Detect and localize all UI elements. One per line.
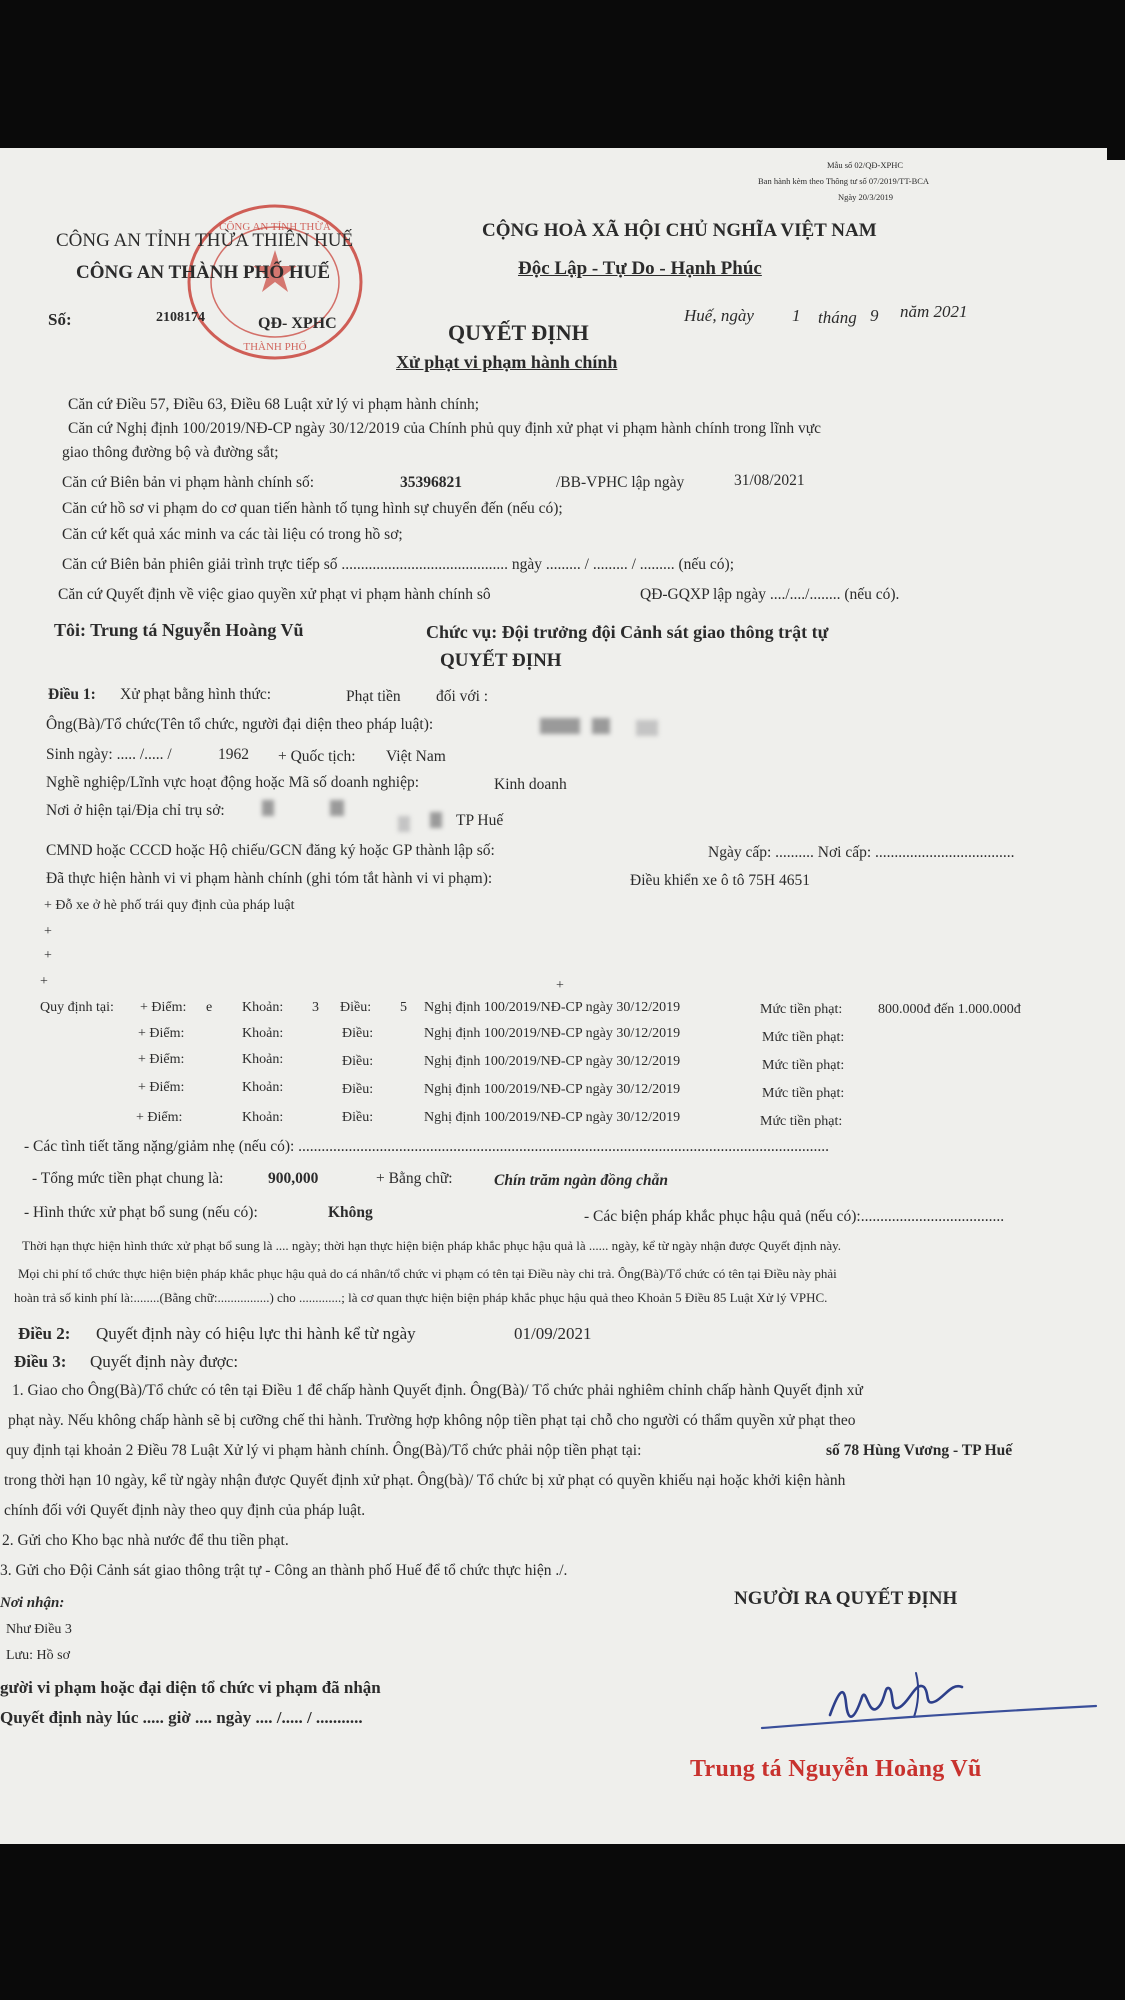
recipients-label: Nơi nhận: <box>0 1595 65 1611</box>
reg-clause-label: Khoản: <box>242 1080 284 1095</box>
basis-line-4: Căn cứ Biên bản vi phạm hành chính số: <box>62 474 315 491</box>
agency-name: CÔNG AN THÀNH PHỐ HUẾ <box>76 262 331 283</box>
recipient-2: Lưu: Hồ sơ <box>6 1648 70 1663</box>
basis-line-4-mid: /BB-VPHC lập ngày <box>556 474 685 491</box>
decision-number-suffix: QĐ- XPHC <box>258 315 337 332</box>
reg-fine-label: Mức tiền phạt: <box>762 1030 845 1045</box>
date-month: 9 <box>870 306 879 325</box>
article-3-p3: 3. Gửi cho Đội Cảnh sát giao thông trật tự - Công an thành phố Huế để tổ chức thực hiện ./. <box>0 1562 568 1579</box>
signer-name-stamp: Trung tá Nguyễn Hoàng Vũ <box>690 1756 982 1782</box>
total-fine-value: 900,000 <box>268 1170 319 1187</box>
reg-clause-label: Khoản: <box>242 1110 284 1125</box>
reg-clause-label: Khoản: <box>242 1000 284 1015</box>
term-text: Thời hạn thực hiện hình thức xử phạt bổ sung là .... ngày; thời hạn thực hiện biện pháp khắc phục hậu quả là ...... ngày, kể từ ngày nhận được Quyết định này. <box>22 1238 841 1253</box>
reg-fine-label: Mức tiền phạt: <box>762 1086 845 1101</box>
violation-vehicle: Điều khiển xe ô tô 75H 4651 <box>630 872 810 889</box>
reg-point-label: + Điểm: <box>138 1026 185 1041</box>
officer-name: Tôi: Trung tá Nguyễn Hoàng Vũ <box>54 620 304 640</box>
extra-penalty-label: - Hình thức xử phạt bổ sung (nếu có): <box>24 1204 258 1221</box>
amount-words-label: + Bằng chữ: <box>376 1170 453 1187</box>
job-value: Kinh doanh <box>494 776 567 793</box>
number-label: Số: <box>48 310 72 329</box>
page-corner <box>1107 148 1125 160</box>
nationality-value: Việt Nam <box>386 748 446 765</box>
reg-clause-value: 3 <box>312 1000 319 1015</box>
dob-year: 1962 <box>218 746 249 763</box>
basis-line-2: Căn cứ Nghị định 100/2019/NĐ-CP ngày 30/12/2019 của Chính phủ quy định xử phạt vi phạm hành chính trong lĩnh vực <box>68 420 822 437</box>
redacted-address <box>330 800 344 816</box>
redacted-address <box>262 800 274 816</box>
article-3-p1a: 1. Giao cho Ông(Bà)/Tổ chức có tên tại Điều 1 để chấp hành Quyết định. Ông(Bà)/ Tổ chức phải nghiêm chỉnh chấp hành Quyết định xử <box>12 1382 863 1399</box>
reg-article-label: Điều: <box>342 1026 374 1041</box>
reg-fine-value: 800.000đ đến 1.000.000đ <box>878 1002 1021 1017</box>
reg-point-label: + Điểm: <box>138 1052 185 1067</box>
basis-line-1: Căn cứ Điều 57, Điều 63, Điều 68 Luật xử lý vi phạm hành chính; <box>68 396 480 413</box>
regulation-label: Quy định tại: <box>40 1000 114 1015</box>
article-2-heading: Điều 2: <box>18 1324 71 1343</box>
decision-heading: QUYẾT ĐỊNH <box>440 650 562 671</box>
decision-number: 2108174 <box>156 310 205 325</box>
extra-penalty-value: Không <box>328 1204 373 1221</box>
reg-law: Nghị định 100/2019/NĐ-CP ngày 30/12/2019 <box>424 1000 681 1015</box>
article-1-heading: Điều 1: <box>48 686 96 703</box>
redacted-address <box>398 816 410 832</box>
reg-article-label: Điều: <box>342 1054 374 1069</box>
reg-article-label: Điều: <box>340 1000 372 1015</box>
penalty-for: đối với : <box>436 688 489 705</box>
address-label: Nơi ở hiện tại/Địa chỉ trụ sở: <box>46 802 225 819</box>
date-day: 1 <box>792 306 801 325</box>
reg-fine-label: Mức tiền phạt: <box>760 1114 843 1129</box>
year-label: năm 2021 <box>900 302 968 321</box>
form-number: Mẫu số 02/QĐ-XPHC <box>827 160 904 170</box>
amount-in-words: Chín trăm ngàn đồng chẵn <box>494 1172 669 1189</box>
national-motto: Độc Lập - Tự Do - Hạnh Phúc <box>518 258 762 279</box>
total-fine-label: - Tổng mức tiền phạt chung là: <box>32 1170 224 1187</box>
officer-position: Chức vụ: Đội trưởng đội Cảnh sát giao thông trật tự <box>426 622 829 642</box>
dob-label: Sinh ngày: ..... /..... / <box>46 746 172 763</box>
reg-law: Nghị định 100/2019/NĐ-CP ngày 30/12/2019 <box>424 1026 681 1041</box>
received-line-2: Quyết định này lúc ..... giờ .... ngày .... /..... / ........... <box>0 1708 363 1727</box>
reg-law: Nghị định 100/2019/NĐ-CP ngày 30/12/2019 <box>424 1110 681 1125</box>
basis-line-7: Căn cứ Biên bản phiên giải trình trực tiếp số ........................................... ngày ......... / ......... / ......... (nếu có); <box>62 556 735 573</box>
svg-text:CÔNG AN TỈNH THỪA: CÔNG AN TỈNH THỪA <box>219 221 331 233</box>
reg-point-label: + Điểm: <box>136 1110 183 1125</box>
redacted-name <box>636 720 658 736</box>
redacted-name <box>540 718 580 734</box>
article-3-p1b: phạt này. Nếu không chấp hành sẽ bị cưỡng chế thi hành. Trường hợp không nộp tiền phạt tại chỗ cho người có thẩm quyền xử phạt theo <box>8 1412 856 1429</box>
reg-clause-label: Khoản: <box>242 1052 284 1067</box>
reg-clause-label: Khoản: <box>242 1026 284 1041</box>
article-2-text: Quyết định này có hiệu lực thi hành kể từ ngày <box>96 1324 416 1343</box>
job-label: Nghề nghiệp/Lĩnh vực hoạt động hoặc Mã số doanh nghiệp: <box>46 774 420 791</box>
basis-line-3: giao thông đường bộ và đường sắt; <box>62 444 279 461</box>
reg-law: Nghị định 100/2019/NĐ-CP ngày 30/12/2019 <box>424 1054 681 1069</box>
article-3-heading: Điều 3: <box>14 1352 67 1371</box>
reg-fine-label: Mức tiền phạt: <box>760 1002 843 1017</box>
form-issued-date: Ngày 20/3/2019 <box>838 192 894 202</box>
violation-label: Đã thực hiện hành vi vi phạm hành chính (ghi tóm tắt hành vi vi phạm): <box>46 870 493 887</box>
reg-law: Nghị định 100/2019/NĐ-CP ngày 30/12/2019 <box>424 1082 681 1097</box>
article-3-p2: 2. Gửi cho Kho bạc nhà nước để thu tiền phạt. <box>2 1532 289 1549</box>
form-issued-with: Ban hành kèm theo Thông tư số 07/2019/TT-BCA <box>758 176 930 186</box>
payment-place: số 78 Hùng Vương - TP Huế <box>826 1442 1013 1459</box>
id-label: CMND hoặc CCCD hoặc Hộ chiếu/GCN đăng ký hoặc GP thành lập số: <box>46 842 495 859</box>
costs-text-1: Mọi chi phí tổ chức thực hiện biện pháp khắc phục hậu quả do cá nhân/tổ chức vi phạm có tên tại Điều này chi trả. Ông(Bà)/Tổ chức có tên tại Điều này phải <box>18 1266 837 1281</box>
recipient-1: Như Điều 3 <box>6 1622 72 1637</box>
violation-item: + Đỗ xe ở hè phố trái quy định của pháp luật <box>44 898 295 913</box>
reg-article-value: 5 <box>400 1000 407 1015</box>
article-3-p1e: chính đối với Quyết định này theo quy định của pháp luật. <box>4 1502 366 1519</box>
remedy-line: - Các biện pháp khắc phục hậu quả (nếu có):..................................... <box>584 1208 1005 1225</box>
circumstances-line: - Các tình tiết tăng nặng/giảm nhẹ (nếu có): ......................................................................................................................................... <box>24 1138 830 1155</box>
reg-point-value: e <box>206 1000 213 1015</box>
violation-item-empty: + <box>44 924 52 939</box>
agency-parent: CÔNG AN TỈNH THỪA THIÊN HUẾ <box>56 230 354 251</box>
id-date-place: Ngày cấp: .......... Nơi cấp: .................................... <box>708 844 1015 861</box>
penalty-form-value: Phạt tiền <box>346 688 401 705</box>
costs-text-2: hoàn trả số kinh phí là:........(Bằng chữ:................) cho .............; là cơ quan thực hiện biện pháp khắc phục hậu quả theo Khoản 5 Điều 85 Luật Xử lý VPHC. <box>14 1290 828 1305</box>
address-city: TP Huế <box>456 812 504 829</box>
violation-item-empty: + <box>556 978 564 993</box>
violation-record-number: 35396821 <box>400 474 462 491</box>
basis-line-6: Căn cứ kết quả xác minh va các tài liệu có trong hồ sơ; <box>62 526 403 543</box>
article-3-p1d: trong thời hạn 10 ngày, kể từ ngày nhận được Quyết định xử phạt. Ông(bà)/ Tổ chức bị xử phạt có quyền khiếu nại hoặc khởi kiện hành <box>4 1472 846 1489</box>
basis-line-8: Căn cứ Quyết định về việc giao quyền xử phạt vi phạm hành chính sô <box>58 586 491 603</box>
redacted-address <box>430 812 442 828</box>
month-label: tháng <box>818 308 857 327</box>
document-subtitle: Xử phạt vi phạm hành chính <box>396 352 618 372</box>
signer-title: NGƯỜI RA QUYẾT ĐỊNH <box>734 1588 958 1609</box>
penalty-form-label: Xử phạt bằng hình thức: <box>120 686 272 703</box>
article-3-p1c: quy định tại khoản 2 Điều 78 Luật Xử lý vi phạm hành chính. Ông(Bà)/Tổ chức phải nộp tiền phạt tại: <box>6 1442 642 1459</box>
decision-document <box>0 148 1125 1844</box>
reg-point-label: + Điểm: <box>138 1080 185 1095</box>
basis-line-5: Căn cứ hồ sơ vi phạm do cơ quan tiến hành tố tụng hình sự chuyển đến (nếu có); <box>62 500 563 517</box>
nationality-label: + Quốc tịch: <box>278 748 356 765</box>
reg-point-label: + Điểm: <box>140 1000 187 1015</box>
svg-text:THÀNH PHỐ: THÀNH PHỐ <box>243 341 307 353</box>
reg-fine-label: Mức tiền phạt: <box>762 1058 845 1073</box>
effective-date: 01/09/2021 <box>514 1324 592 1343</box>
violation-record-date: 31/08/2021 <box>734 472 805 489</box>
violation-item-empty: + <box>40 974 48 989</box>
received-line-1: gười vi phạm hoặc đại diện tổ chức vi phạm đã nhận <box>0 1678 381 1697</box>
violation-item-empty: + <box>44 948 52 963</box>
person-label: Ông(Bà)/Tổ chức(Tên tổ chức, người đại diện theo pháp luật): <box>46 716 434 733</box>
redacted-name <box>592 718 610 734</box>
reg-article-label: Điều: <box>342 1082 374 1097</box>
reg-article-label: Điều: <box>342 1110 374 1125</box>
place-date-prefix: Huế, ngày <box>684 306 754 325</box>
signature-underline <box>760 1698 1100 1738</box>
country-name: CỘNG HOÀ XÃ HỘI CHỦ NGHĨA VIỆT NAM <box>482 220 877 241</box>
article-3-text: Quyết định này được: <box>90 1352 239 1371</box>
basis-line-8-rest: QĐ-GQXP lập ngày ..../..../........ (nếu có). <box>640 586 900 603</box>
document-title: QUYẾT ĐỊNH <box>448 320 589 345</box>
